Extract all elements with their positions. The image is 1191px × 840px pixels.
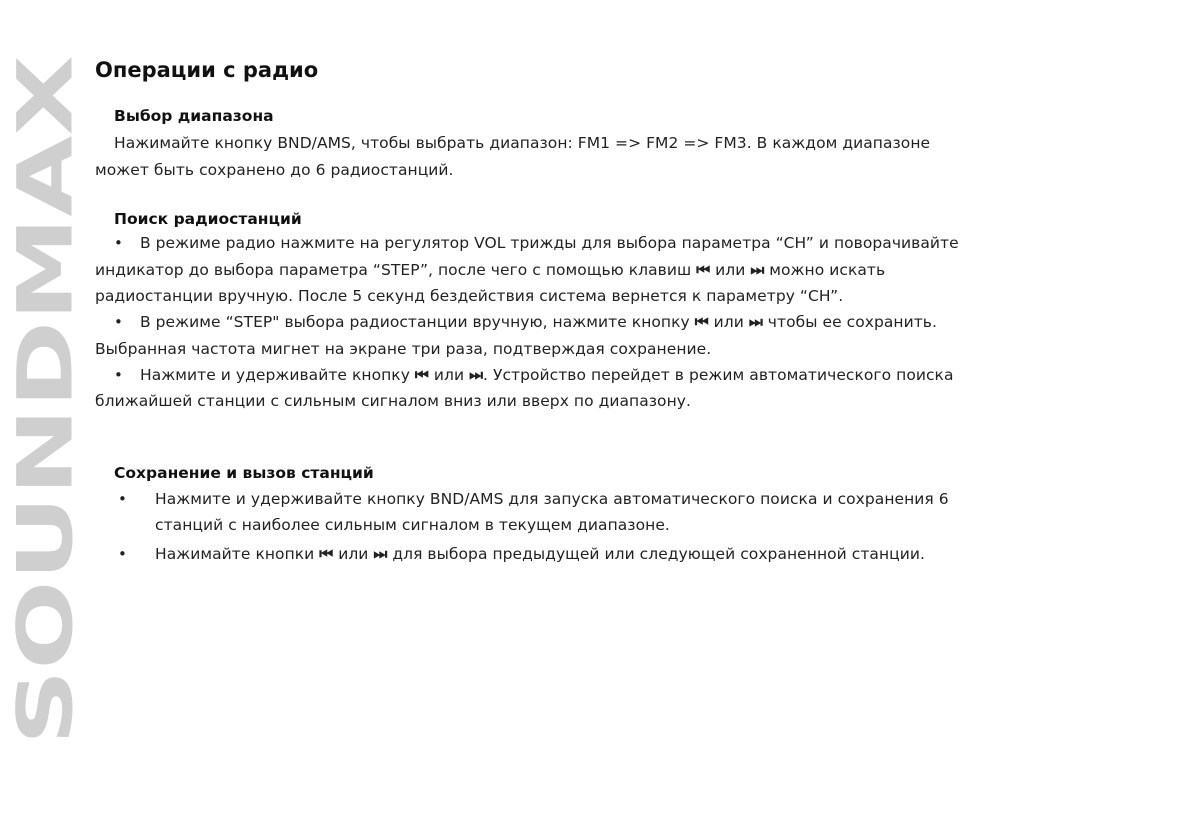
next-track-icon: ⏭ — [373, 545, 386, 563]
page-title: Операции с радио — [95, 58, 319, 82]
memory-bullet-2: • — [118, 545, 127, 563]
memory-b2-text-c: для выбора предыдущей или следующей сохраненной станции. — [392, 545, 925, 563]
search-bullet-1-line-1: В режиме радио нажмите на регулятор VOL трижды для выбора параметра “CH” и поворачивайте — [140, 234, 959, 252]
search-bullet-1-line-3: радиостанции вручную. После 5 секунд бездействия система вернется к параметру “CH”. — [95, 287, 844, 305]
memory-heading: Сохранение и вызов станций — [114, 464, 374, 482]
search-bullet-2: • — [114, 313, 123, 331]
search-bullet-3-line-2: ближайшей станции с сильным сигналом вниз или вверх по диапазону. — [95, 392, 691, 410]
memory-b2-text-b: или — [338, 545, 369, 563]
next-track-icon: ⏭ — [750, 261, 763, 279]
search-bullet-2-line-2: Выбранная частота мигнет на экране три раза, подтверждая сохранение. — [95, 340, 712, 358]
prev-track-icon: ⏮ — [694, 313, 707, 331]
search-b3-text-b: или — [433, 366, 465, 384]
brand-logo — [0, 50, 90, 750]
band-text-line-1: Нажимайте кнопку BND/AMS, чтобы выбрать диапазон: FM1 => FM2 => FM3. В каждом диапазоне — [114, 134, 931, 152]
search-b3-text-a: Нажмите и удерживайте кнопку — [140, 366, 410, 384]
memory-bullet-2-line-1 — [155, 545, 925, 564]
search-b2-text-c: чтобы ее сохранить. — [767, 313, 937, 331]
search-b2-text-b: или — [713, 313, 744, 331]
search-b1-text-b: или — [715, 261, 746, 279]
search-b3-text-c: . Устройство перейдет в режим автоматического поиска — [483, 366, 954, 384]
brand-watermark — [0, 50, 90, 750]
search-heading: Поиск радиостанций — [114, 210, 302, 228]
memory-bullet-1-line-1: Нажмите и удерживайте кнопку BND/AMS для запуска автоматического поиска и сохранения 6 — [155, 490, 949, 508]
search-b1-text-c: можно искать — [769, 261, 886, 279]
search-b2-text-a: В режиме “STEP" выбора радиостанции вручную, нажмите кнопку — [140, 313, 690, 331]
prev-track-icon: ⏮ — [696, 261, 709, 279]
brand-watermark-text: SOUNDMAX — [0, 244, 90, 745]
next-track-icon: ⏭ — [469, 366, 482, 384]
band-heading: Выбор диапазона — [114, 107, 274, 125]
search-bullet-1: • — [114, 234, 123, 252]
next-track-icon: ⏭ — [748, 313, 761, 331]
memory-b2-text-a: Нажимайте кнопки — [155, 545, 315, 563]
search-bullet-3-line-1 — [140, 366, 954, 385]
memory-bullet-1: • — [118, 490, 127, 508]
search-bullet-1-line-2 — [95, 261, 885, 280]
memory-bullet-1-line-2: станций с наиболее сильным сигналом в текущем диапазоне. — [155, 516, 670, 534]
search-b1-text-a: индикатор до выбора параметра “STEP”, после чего с помощью клавиш — [95, 261, 692, 279]
prev-track-icon: ⏮ — [319, 545, 332, 563]
band-text-line-2: может быть сохранено до 6 радиостанций. — [95, 161, 454, 179]
search-bullet-2-line-1 — [140, 313, 937, 332]
search-bullet-3: • — [114, 366, 123, 384]
prev-track-icon: ⏮ — [414, 366, 427, 384]
